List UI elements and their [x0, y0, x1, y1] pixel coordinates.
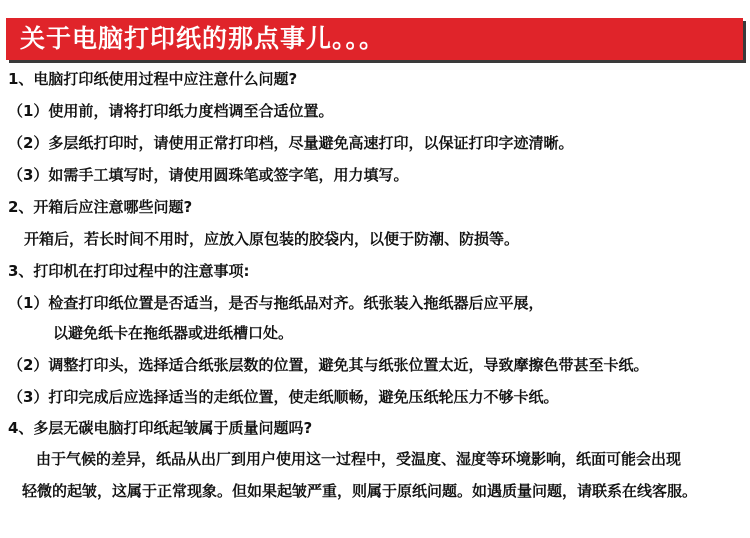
question-4-answer-line-2: 轻微的起皱，这属于正常现象。但如果起皱严重，则属于原纸问题。如遇质量问题，请联系在线客服。: [22, 482, 698, 500]
title-banner: [6, 18, 743, 60]
question-1-heading: 1、电脑打印纸使用过程中应注意什么问题?: [8, 70, 298, 88]
question-3-item-3: （3）打印完成后应选择适当的走纸位置，使走纸顺畅，避免压纸轮压力不够卡纸。: [8, 388, 559, 406]
question-1-item-3: （3）如需手工填写时，请使用圆珠笔或签字笔，用力填写。: [8, 166, 409, 184]
question-2-heading: 2、开箱后应注意哪些问题?: [8, 198, 193, 216]
question-3-item-2: （2）调整打印头，选择适合纸张层数的位置，避免其与纸张位置太近，导致摩擦色带甚至卡纸。: [8, 356, 649, 374]
question-2-answer: 开箱后，若长时间不用时，应放入原包装的胶袋内，以便于防潮、防损等。: [24, 230, 520, 248]
question-3-heading: 3、打印机在打印过程中的注意事项:: [8, 262, 250, 280]
question-4-answer-line-1: 由于气候的差异，纸品从出厂到用户使用这一过程中，受温度、湿度等环境影响，纸面可能会出现: [36, 450, 682, 468]
question-3-item-1-line-1: （1）检查打印纸位置是否适当，是否与拖纸品对齐。纸张装入拖纸器后应平展，: [8, 294, 544, 312]
page-title: 关于电脑打印纸的那点事儿。。。: [20, 24, 386, 53]
question-3-item-1-line-2: 以避免纸卡在拖纸器或进纸槽口处。: [53, 324, 294, 342]
question-1-item-1: （1）使用前，请将打印纸力度档调至合适位置。: [8, 102, 334, 120]
question-4-heading: 4、多层无碳电脑打印纸起皱属于质量问题吗?: [8, 419, 313, 437]
question-1-item-2: （2）多层纸打印时，请使用正常打印档，尽量避免高速打印，以保证打印字迹清晰。: [8, 134, 574, 152]
